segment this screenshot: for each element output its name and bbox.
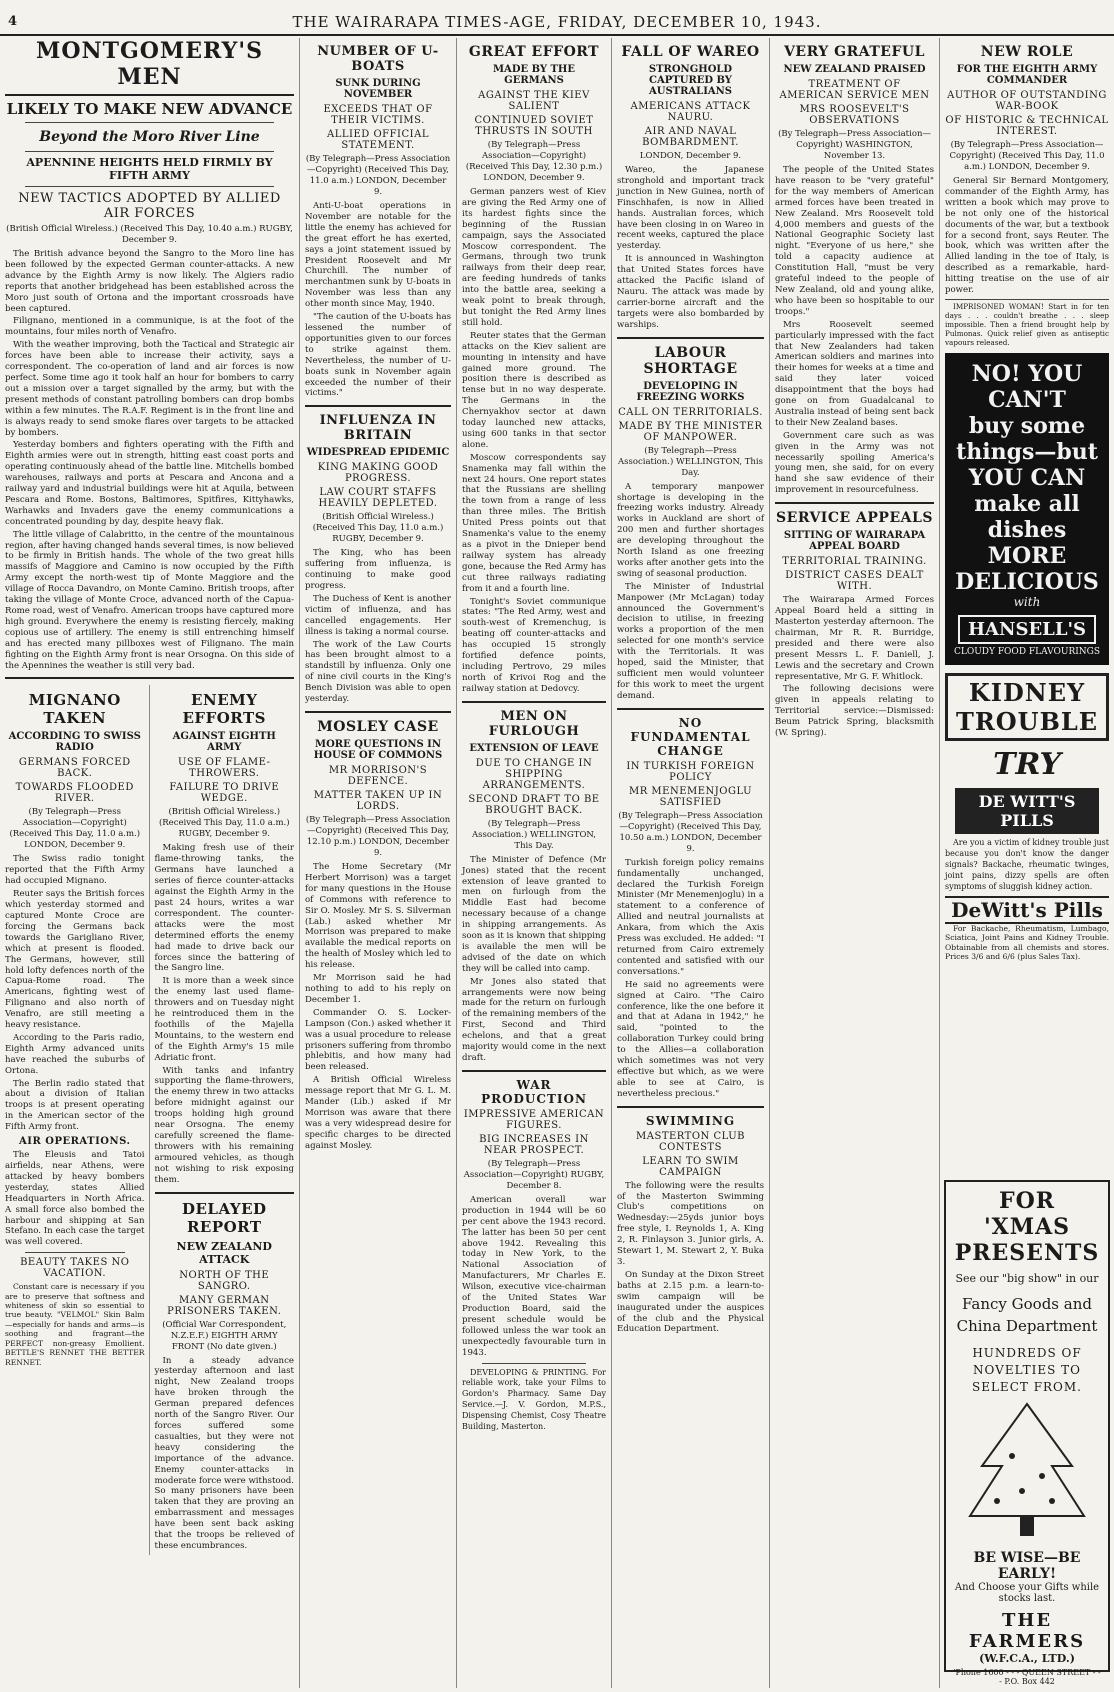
mosley-credit: (By Telegraph—Press Association—Copyright) (Received This Day, 12.10 p.m.) LONDON, December 9. (305, 815, 451, 858)
paragraph: It is announced in Washington that United States forces have attacked the Pacific island of Nauru. The attack was made by carrier-borne aircraft and the targets were also bombarded by warships. (617, 254, 764, 330)
montgomery-deck4: NEW TACTICS ADOPTED BY ALLIED AIR FORCES (18, 191, 281, 221)
mignano-credit: (By Telegraph—Press Association—Copyright) (Received This Day, 11.0 a.m.) LONDON, December 9. (9, 807, 141, 851)
mosley-headline: MOSLEY CASE (317, 719, 439, 735)
divider (25, 186, 274, 187)
paragraph: The following were the results of the Masterton Swimming Club's competitions on Wednesday:—25yds junior boys free style, I. Reynolds 1, A. King 2, R. Finlayson 3. Junior girls, A. Stewart 1, M. Stewart 2, Y. Buka 3. (617, 1180, 764, 1267)
montgomery-headline: MONTGOMERY'S MEN (5, 38, 294, 96)
divider (462, 701, 606, 703)
labour-headline: LABOUR SHORTAGE (643, 344, 738, 377)
grateful-headline: VERY GRATEFUL (784, 44, 925, 60)
paragraph: Wareo, the Japanese stronghold and important track junction in New Guinea, north of Finschhafen, is now in Allied hands. Australian forces, which have been closing in on Wareo in recent weeks, captured the place yesterday. (617, 165, 764, 252)
divider (617, 337, 764, 339)
paragraph: Constant care is necessary if you are to preserve that softness and whiteness of skin so essential to true beauty. "VELMOL" Skin Balm—especially for hands and arms—is soothing and fragrant—the PERFECT non-greasy Emollient. BETTLE'S RENNET THE BETTER RENNET. (5, 1282, 145, 1367)
warprod-deck2: BIG INCREASES IN NEAR PROSPECT. (479, 1133, 589, 1156)
mignano-body (5, 854, 145, 1133)
service-headline: SERVICE APPEALS (776, 510, 933, 527)
enemy-deck2: USE OF FLAME-THROWERS. (178, 757, 271, 780)
paragraph: The people of the United States have reason to be "very grateful" for the way members of American armed forces have been treated in New Zealand. Mrs Roosevelt told 4,000 members and guests of the National Geographic Society last night. "Everyone of us here," she told a capacity audience at Constitution Hall, "must be very grateful indeed to the people of New Zealand, old and young alike, who have been so hospitable to our troops." (775, 165, 934, 317)
grateful-deck3: MRS ROOSEVELT'S OBSERVATIONS (799, 104, 910, 126)
montgomery-credit: (British Official Wireless.) (Received This Day, 10.40 a.m.) RUGBY, December 9. (6, 224, 293, 245)
paragraph: The following decisions were given in appeals relating to Territorial service:—Dismissed: Beum Patrick Spring, blacksmith (W. Spring). (775, 684, 934, 739)
newspaper-title: THE WAIRARAPA TIMES-AGE, FRIDAY, DECEMBER 10, 1943. (292, 13, 822, 31)
mignano-article (5, 685, 150, 1554)
delayed-deck2: NORTH OF THE SANGRO. (179, 1269, 270, 1292)
paragraph: On Sunday at the Dixon Street baths at 2.15 p.m. a learn-to-swim campaign will be inaugurated under the auspices of the club and the Physical Education Department. (617, 1269, 764, 1335)
newrole-deck3: OF HISTORIC & TECHNICAL INTEREST. (945, 115, 1109, 137)
influenza-body (305, 548, 451, 705)
paragraph: The work of the Law Courts has been brought almost to a standstill by influenza. Only one of nine civil courts in the King's Bench Division was able to open yesterday. (305, 639, 451, 705)
divider (25, 1252, 125, 1253)
paragraph: Reuter says the British forces which yesterday stormed and captured Monte Croce are forcing the Germans back towards the Garigliano River, which at present is flooded. The Germans, however, still hold lofty defences north of the Capua-Rome road. The Americans, fighting west of Filignano and also north of Venafro, are still meeting a heavy resistance. (5, 889, 145, 1031)
paragraph: Commander O. S. Locker-Lampson (Con.) asked whether it was a usual procedure to release prisoners suffering from thrombo phlebitis, and how many had been released. (305, 1007, 452, 1073)
farmers-hundreds1: HUNDREDS OF (972, 1346, 1082, 1360)
paragraph: The Minister of Defence (Mr Jones) stated that the recent extension of leave granted to men on furlough from the Middle East had become necessary because of a change in shipping arrangements. As soon as it is known that shipping is available the men will be advised of the date on which they will be called into camp. (462, 854, 606, 974)
paragraph: The Duchess of Kent is another victim of influenza, and has cancelled engagements. Her illness is taking a normal course. (305, 593, 451, 637)
farmers-sub: (W.F.C.A., LTD.) (979, 1652, 1075, 1665)
effort-deck2: AGAINST THE KIEV SALIENT (478, 90, 590, 112)
beauty-ad-head: BEAUTY TAKES NO VACATION. (20, 1257, 130, 1280)
developing-ad (462, 1368, 606, 1433)
effort-deck3: CONTINUED SOVIET THRUSTS IN SOUTH (474, 115, 594, 137)
hansell-tag2: FOOD FLAVOURINGS (997, 646, 1101, 657)
hansell-line8: DELICIOUS (955, 568, 1099, 595)
enemy-credit: (British Official Wireless.) (Received This Day, 11.0 a.m.) RUGBY, December 9. (158, 807, 290, 840)
delayed-body (155, 1356, 295, 1552)
uboats-deck1: SUNK DURING NOVEMBER (335, 78, 421, 100)
farmers-dept2: China Department (956, 1317, 1098, 1335)
grateful-deck1: NEW ZEALAND PRAISED (783, 64, 926, 75)
divider (305, 405, 451, 407)
paragraph: A temporary manpower shortage is developing in the freezing works industry. Already works in Auckland are short of 200 men and further shortages are developing throughout the North Island as one freezing works after another gets into the swing of seasonal production. (617, 481, 764, 579)
paragraph: The Swiss radio tonight reported that the Fifth Army had occupied Mignano. (5, 854, 145, 887)
paragraph: Tonight's Soviet communique states: "The Red Army, west and south-west of Kremenchug, is beating off counter-attacks and has occupied 15 strongly fortified defence points, including Pertrovo, 29 miles north of Krivoi Rog and the railway station at Dedovcy. (462, 596, 606, 694)
enemy-body (155, 843, 295, 1185)
delayed-deck1: NEW ZEALAND ATTACK (176, 1239, 272, 1266)
column-grateful (770, 38, 940, 1688)
delayed-deck3: MANY GERMAN PRISONERS TAKEN. (167, 1294, 282, 1317)
uboats-headline: NUMBER OF U-BOATS (317, 44, 439, 74)
column-wareo (612, 38, 770, 1688)
paragraph: The Home Secretary (Mr Herbert Morrison) was a target for many questions in the House of Commons with reference to Sir O. Mosley. Mr S. S. Silverman (Lab.) asked whether Mr Morrison was prepared to make available the medical reports on the health of Mosley which led to his release. (305, 862, 451, 971)
farmers-choose: And Choose your Gifts while stocks last. (954, 1582, 1100, 1604)
uboats-deck2: EXCEEDS THAT OF THEIR VICTIMS. (323, 104, 433, 126)
paragraph: The Wairarapa Armed Forces Appeal Board held a sitting in Masterton yesterday afternoon. The chairman, Mr R. R. Burridge, presided and there were also present Messrs L. F. Daniell, J. Lewis and the secretary and Crown representative, Mr G. F. Whitlock. (775, 595, 934, 682)
effort-body (462, 187, 606, 695)
influenza-deck1: WIDESPREAD EPIDEMIC (306, 447, 450, 459)
newrole-credit: (By Telegraph—Press Association—Copyright) (Received This Day, 11.0 a.m.) LONDON, December 9. (949, 140, 1105, 172)
hansell-line7: MORE (987, 542, 1067, 569)
furlough-deck3: SECOND DRAFT TO BE BROUGHT BACK. (468, 793, 600, 816)
mignano-headline: MIGNANO TAKEN (28, 691, 121, 728)
hansell-line3: things—but (956, 438, 1098, 465)
paragraph: For Backache, Rheumatism, Lumbago, Sciatica, Joint Pains and Kidney Trouble. Obtainable from all chemists and stores. Prices 3/6 and 6/6 (plus Sales Tax). (945, 923, 1109, 961)
montgomery-deck1: LIKELY TO MAKE NEW ADVANCE (6, 100, 293, 118)
christmas-tree-illustration (952, 1396, 1102, 1546)
warprod-headline: WAR PRODUCTION (481, 1077, 587, 1106)
warprod-body (462, 1195, 606, 1359)
montgomery-deck2: Beyond the Moro River Line (39, 129, 260, 145)
delayed-credit: (Official War Correspondent, N.Z.E.F.) EIGHTH ARMY FRONT (No date given.) (162, 1319, 287, 1352)
uboats-credit: (By Telegraph—Press Association—Copyright) (Received This Day, 11.0 a.m.) LONDON, December 9. (305, 154, 451, 197)
air-operations-body (5, 1150, 145, 1248)
mignano-deck1: ACCORDING TO SWISS RADIO (8, 731, 141, 754)
beauty-ad-body (5, 1282, 145, 1367)
paragraph: The Berlin radio stated that about a division of Italian troops is at present operating in the American sector of the Fifth Army front. (5, 1078, 145, 1133)
masthead (0, 8, 1114, 36)
uboats-body (305, 201, 451, 399)
paragraph: Mrs Roosevelt seemed particularly impressed with the fact that New Zealanders had taken American soldiers and marines into their homes for weeks at a time and said they later voiced disappointment that the boys had gone on from Guadalcanal to Australia instead of being sent back to their New Zealand bases. (775, 319, 934, 428)
influenza-headline: INFLUENZA IN BRITAIN (319, 413, 437, 444)
farmers-dept1: Fancy Goods and (962, 1295, 1092, 1313)
paragraph: Mr Jones also stated that arrangements were now being made for the return on furlough of the remaining members of the First, Second and Third echelons, and that a great majority would come in the next draft. (462, 976, 606, 1063)
service-deck2: TERRITORIAL TRAINING. (782, 556, 927, 568)
furlough-deck1: EXTENSION OF LEAVE (469, 742, 599, 754)
kidney-ad (945, 673, 1109, 962)
mignano-deck3: TOWARDS FLOODED RIVER. (15, 782, 134, 805)
paragraph: Turkish foreign policy remains fundamentally unchanged, declared the Turkish Foreign Minister (Mr Menemenjoglu) in a statement to a conference of Allied and neutral journalists at Ankara, from which the Axis Press was excluded. He added: "I returned from Cairo extremely contented and satisfied with our conversations." (617, 857, 764, 977)
paragraph: The Eleusis and Tatoi airfields, near Athens, were attacked by heavy bombers yesterday, states Allied Headquarters in North Africa. A small force also bombed the harbour and shipping at San Stefano. In each case the target was well covered. (5, 1150, 145, 1248)
wareo-deck2: AMERICANS ATTACK NAURU. (630, 101, 751, 123)
paragraph: According to the Paris radio, Eighth Army advanced units have reached the suburbs of Ortona. (5, 1032, 145, 1076)
divider (25, 122, 274, 123)
hansell-brand: HANSELL'S (958, 615, 1096, 644)
grateful-deck2: TREATMENT OF AMERICAN SERVICE MEN (779, 79, 930, 101)
effort-credit: (By Telegraph—Press Association—Copyright) (Received This Day, 12.30 p.m.) LONDON, December 9. (465, 140, 603, 183)
air-operations-head: AIR OPERATIONS. (19, 1136, 131, 1148)
delayed-headline: DELAYED REPORT (181, 1199, 267, 1236)
enemy-article (150, 685, 295, 1554)
paragraph: Government care such as was given in the Army was not necessarily spoiling America's young men, she said, for on every hand she saw evidence of their improvement in resourcefulness. (775, 430, 934, 496)
paragraph: Filignano, mentioned in a communique, is at the foot of the mountains, four miles north of Venafro. (5, 316, 294, 338)
mosley-deck2: MR MORRISON'S DEFENCE. (328, 765, 428, 787)
labour-deck1: DEVELOPING IN FREEZING WORKS (636, 380, 745, 403)
kidney-footer (945, 924, 1109, 962)
swimming-headline: SWIMMING (645, 1113, 736, 1128)
swimming-deck2: LEARN TO SWIM CAMPAIGN (642, 1155, 739, 1178)
paragraph: "The caution of the U-boats has lessened the number of opportunities given to our forces to strike against them. Nevertheless, the number of U-boats sunk in November again exceeded the number of their victims." (305, 312, 451, 399)
paragraph: Anti-U-boat operations in November are notable for the little the enemy has achieved for the great effort he has exerted, says a joint statement issued by President Roosevelt and Mr Churchill. The number of merchantmen sunk by U-boats in November was less than any other month since May, 1940. (305, 201, 451, 310)
labour-deck2: CALL ON TERRITORIALS. (618, 406, 763, 418)
newrole-deck1: FOR THE EIGHTH ARMY COMMANDER (956, 64, 1098, 86)
hansell-line4: YOU CAN (968, 464, 1086, 491)
paragraph: American overall war production in 1944 will be 60 per cent above the 1943 record. The latter has been 50 per cent above 1942. Revealing this today in New York, to the National Association of Manufacturers, Mr Charles E. Wilson, executive vice-chairman of the United States War Production Board, said the present schedule would be followed unless the war took an unexpectedly favourable turn in 1943. (462, 1194, 606, 1358)
paragraph: The Minister of Industrial Manpower (Mr McLagan) today announced the Government's decision to utilise, in freezing works a proportion of the men selected for one month's service with the Territorials. It was hoped, said the Minister, that sufficient men would volunteer for this work to meet the urgent demand. (617, 581, 764, 701)
farmers-wise: BE WISE—BE EARLY! (973, 1550, 1081, 1582)
warprod-credit: (By Telegraph—Press Association—Copyright) RUGBY, December 8. (463, 1158, 605, 1191)
mosley-deck1: MORE QUESTIONS IN HOUSE OF COMMONS (313, 739, 443, 761)
paragraph: In a steady advance yesterday afternoon and last night, New Zealand troops have broken through the German prepared defences north of the Sangro River. Our forces suffered some casualties, but they were not heavy considering the importance of the advance. Enemy counter-attacks in moderate force were withstood. So many prisoners have been taken that they are proving an embarrassment and messages have been sent back asking that the troops be relieved of these encumbrances. (154, 1355, 294, 1551)
montgomery-deck3: APENNINE HEIGHTS HELD FIRMLY BY FIFTH ARMY (26, 156, 273, 182)
service-body (775, 595, 934, 739)
divider (617, 1106, 764, 1108)
wareo-deck3: AIR AND NAVAL BOMBARDMENT. (642, 126, 739, 148)
farmers-title2: PRESENTS (954, 1240, 1100, 1266)
service-deck3: DISTRICT CASES DEALT WITH. (785, 570, 924, 593)
paragraph: German panzers west of Kiev are giving the Red Army one of its hardest fights since the beginning of the Russian campaign, says the Associated Moscow correspondent. The Germans, through two trunk railways from their deep rear, are feeding hundreds of tanks into the battle area, seeking a weak point to break through, but tonight the Red Army lines still hold. (462, 187, 606, 328)
divider (775, 502, 934, 504)
farmers-ad (944, 1180, 1110, 1686)
uboats-deck3: ALLIED OFFICIAL STATEMENT. (327, 129, 429, 151)
paragraph: Mr Morrison said he had nothing to add to his reply on December 1. (305, 973, 451, 1005)
hansell-line9: with (1013, 594, 1041, 609)
furlough-credit: (By Telegraph—Press Association.) WELLINGTON, This Day. (471, 818, 597, 851)
paragraph: DEVELOPING & PRINTING. For reliable work, take your Films to Gordon's Pharmacy. Same Day Service.—J. V. Gordon, M.P.S., Dispensing Chemist, Cosy Theatre Building, Masterton. (462, 1367, 606, 1432)
paragraph: The King, who has been suffering from influenza, is continuing to make good progress. (305, 548, 451, 592)
divider (482, 1363, 586, 1364)
mosley-deck3: MATTER TAKEN UP IN LORDS. (313, 790, 443, 812)
enemy-deck1: AGAINST EIGHTH ARMY (172, 731, 276, 754)
divider (155, 1192, 295, 1194)
newrole-body (945, 176, 1109, 296)
hansell-line5: make all (974, 490, 1080, 517)
column-uboats (300, 38, 457, 1688)
kidney-head: KIDNEY TROUBLE (945, 673, 1109, 741)
newrole-headline: NEW ROLE (980, 44, 1074, 60)
farmers-ad-wrapper (944, 1180, 1110, 1684)
grateful-credit: (By Telegraph—Press Association—Copyright) WASHINGTON, November 13. (778, 129, 931, 161)
turkey-body (617, 858, 764, 1100)
kidney-pills-box: DE WITT'S PILLS (955, 788, 1099, 834)
divider (617, 708, 764, 710)
hansell-ad (945, 353, 1109, 665)
paragraph: The little village of Calabritto, in the centre of the mountainous region, after having changed hands several times, is now believed to be firmly in British hands. The whole of the two great hills massifs of Maggiore and Camino is now occupied by the Fifth Army except the north-west tip of Monte Maggiore and the village of Rocca Davandro, on Monte Camino. British troops, after taking the village of Monte Croce, advanced north of the Capua-Rome road, west of Venafro. American troops have captured more high ground. Everywhere the enemy is resisting fiercely, making copious use of artillery. The enemy is still entrenching himself and has erected many pillboxes west of Filignano. The main fighting on the Eighth Army front is near Orsogna. On this side of the Apennines the weather is still very bad. (5, 529, 294, 671)
service-deck1: SITTING OF WAIRARAPA APPEAL BOARD (783, 530, 926, 553)
swimming-body (617, 1181, 764, 1336)
paragraph: It is more than a week since the enemy last used flame-throwers and on Tuesday night he reintroduced them in the foothills of the Majella Mountains, to the western end of the Eighth Army's 15 mile Adriatic front. (154, 976, 294, 1063)
farmers-hundreds3: SELECT FROM. (971, 1380, 1082, 1394)
furlough-headline: MEN ON FURLOUGH (488, 708, 580, 739)
farmers-hundreds2: NOVELTIES TO (973, 1363, 1081, 1377)
divider (305, 711, 451, 713)
influenza-deck3: LAW COURT STAFFS HEAVILY DEPLETED. (318, 487, 438, 510)
divider (25, 151, 274, 152)
paragraph: General Sir Bernard Montgomery, commander of the Eighth Army, has written a book which may prove to be not only one of the historical documents of the war, but a textbook for a second front, says Reuter. The book, which was written after the Allied landing in the toe of Italy, is described as a remarkable, hard-hitting treatise on the use of air power. (945, 176, 1109, 296)
farmers-name: THE FARMERS (968, 1610, 1086, 1652)
kidney-brand: DeWitt's Pills (945, 896, 1109, 924)
farmers-contact: 'Phone 1600 - - - QUEEN STREET - - - P.O. Box 442 (953, 1668, 1101, 1686)
wareo-body (617, 165, 764, 331)
newrole-deck2: AUTHOR OF OUTSTANDING WAR-BOOK (947, 90, 1107, 112)
kidney-body (945, 838, 1109, 893)
wareo-credit: LONDON, December 9. (639, 151, 742, 161)
enemy-headline: ENEMY EFFORTS (182, 691, 266, 728)
wareo-deck1: STRONGHOLD CAPTURED BY AUSTRALIANS (648, 64, 733, 97)
hansell-line2: buy some (968, 412, 1086, 439)
turkey-credit: (By Telegraph—Press Association—Copyright) (Received This Day, 10.50 a.m.) LONDON, December 9. (618, 810, 763, 854)
paragraph: Making fresh use of their flame-throwing tanks, the Germans have launched a series of fierce counter-attacks against the Eighth Army in the past 24 hours, writes a war correspondent. The counter-attacks were the most determined efforts the enemy had made to drive back our forces since the battering of the Sangro line. (154, 843, 294, 974)
hansell-line1: NO! YOU CAN'T (971, 360, 1083, 413)
paragraph: He said no agreements were signed at Cairo. "The Cairo conference, like the one before it and that at Adana in 1942," he said, "pointed to the collaboration Turkey could bring to the Allies—a collaboration which sometimes was not very effective but which, as we were able to see at Cairo, is nevertheless precious." (617, 979, 764, 1099)
imprisoned-ad (945, 299, 1109, 347)
warprod-deck1: IMPRESSIVE AMERICAN FIGURES. (463, 1108, 605, 1131)
turkey-headline: NO FUNDAMENTAL CHANGE (630, 715, 751, 758)
mosley-body (305, 862, 451, 1152)
hansell-tag1: CLOUDY (953, 646, 995, 657)
divider (462, 1070, 606, 1072)
column-great-effort (457, 38, 612, 1688)
paragraph: Yesterday bombers and fighters operating with the Fifth and Eighth armies were out in strength, hitting east coast ports and operating continuously ahead of the battle line. Mitchells bombed warehouses, railways and ports at Pescara and Ancona and a railway yard and industrial buildings were hit at Aquila, between Pescara and Rome. Bostons, Baltimores, Spitfires, Kittyhawks, Warhawks and Invaders gave the enemy communications a concentrated pounding by day, despite heavy flak. (5, 440, 294, 527)
swimming-deck1: MASTERTON CLUB CONTESTS (636, 1130, 745, 1153)
left-subcolumns (5, 685, 294, 1554)
left-section (0, 38, 300, 1688)
turkey-deck2: MR MENEMENJOGLU SATISFIED (628, 785, 753, 808)
farmers-title1: FOR 'XMAS (983, 1188, 1071, 1240)
paragraph: A British Official Wireless message report that Mr G. L. M. Mander (Lib.) asked if Mr Morrison was aware that there was a very widespread desire for specific charges to be directed against Mosley. (305, 1075, 451, 1151)
kidney-try: TRY (993, 746, 1061, 782)
paragraph: IMPRISONED WOMAN! Start in for ten days . . . couldn't breathe . . . sleep impossible. Then a friend brought help by Pulmonas. Quick relief given as antiseptic vapours released. (945, 301, 1109, 347)
divider (5, 677, 294, 679)
effort-headline: GREAT EFFORT (468, 44, 600, 60)
paragraph: The British advance beyond the Sangro to the Moro line has been followed by the expected German counter-attacks. A new advance by the Eighth Army is now likely. The Algiers radio reports that another bridgehead has been established across the Moro just south of Ortona and the important crossroads have been captured. (5, 249, 294, 314)
hansell-line6: dishes (987, 516, 1067, 543)
montgomery-body (5, 249, 294, 671)
paragraph: With tanks and infantry supporting the flame-throwers, the enemy threw in two attacks before midnight against our troops holding high ground near Orsogna. The enemy carefully screened the flame-throwers with his remaining armoured vehicles, as though not wishing to risk exposing them. (154, 1065, 294, 1185)
paragraph: With the weather improving, both the Tactical and Strategic air forces have been able to increase their activity, says a correspondent. The co-operation of land and air forces is now perfect. Some time ago it took half an hour for bombers to carry out a mission over a target signalled by the army, but with the present methods of constant patrolling bombers can drop bombs within a few minutes. The R.A.F. Regiment is in the front line and is always ready to send smoke flares over targets to be attacked by bombers. (5, 340, 294, 438)
labour-body (617, 482, 764, 702)
farmers-see: See our "big show" in our (955, 1272, 1099, 1285)
mignano-deck2: GERMANS FORCED BACK. (18, 757, 131, 780)
furlough-body (462, 855, 606, 1064)
paragraph: Moscow correspondents say Snamenka may fall within the next 24 hours. One report states that the Russians are shelling the town from a range of less than three miles. The British United Press points out that Snamenka's value to the enemy as a pivot in the Dnieper bend railway system has already gone, because the Red Army has cut three railways radiating from it and a fourth line. (462, 452, 606, 594)
labour-deck3: MADE BY THE MINISTER OF MANPOWER. (618, 420, 763, 443)
effort-deck1: MADE BY THE GERMANS (492, 64, 575, 86)
influenza-deck2: KING MAKING GOOD PROGRESS. (317, 462, 439, 485)
labour-credit: (By Telegraph—Press Association.) WELLINGTON, This Day. (618, 445, 763, 478)
enemy-deck3: FAILURE TO DRIVE WEDGE. (169, 782, 280, 805)
wareo-headline: FALL OF WAREO (621, 44, 760, 60)
paragraph: Are you a victim of kidney trouble just because you don't know the danger signals? Backache, rheumatic twinges, joint pains, dizzy spells are often symptoms of sluggish kidney action. (945, 837, 1109, 891)
influenza-credit: (British Official Wireless.) (Received This Day, 11.0 a.m.) RUGBY, December 9. (312, 512, 444, 545)
page-number: 4 (8, 14, 18, 29)
furlough-deck2: DUE TO CHANGE IN SHIPPING ARRANGEMENTS. (475, 757, 593, 791)
paragraph: Reuter states that the German attacks on the Kiev salient are mounting in intensity and have gained more ground. The position there is described as tense but in no way desperate. The Germans in the Chernyakhov sector at dawn today launched new attacks, using 600 tanks in that sector alone. (462, 330, 606, 450)
grateful-body (775, 165, 934, 496)
turkey-deck1: IN TURKISH FOREIGN POLICY (626, 760, 755, 783)
